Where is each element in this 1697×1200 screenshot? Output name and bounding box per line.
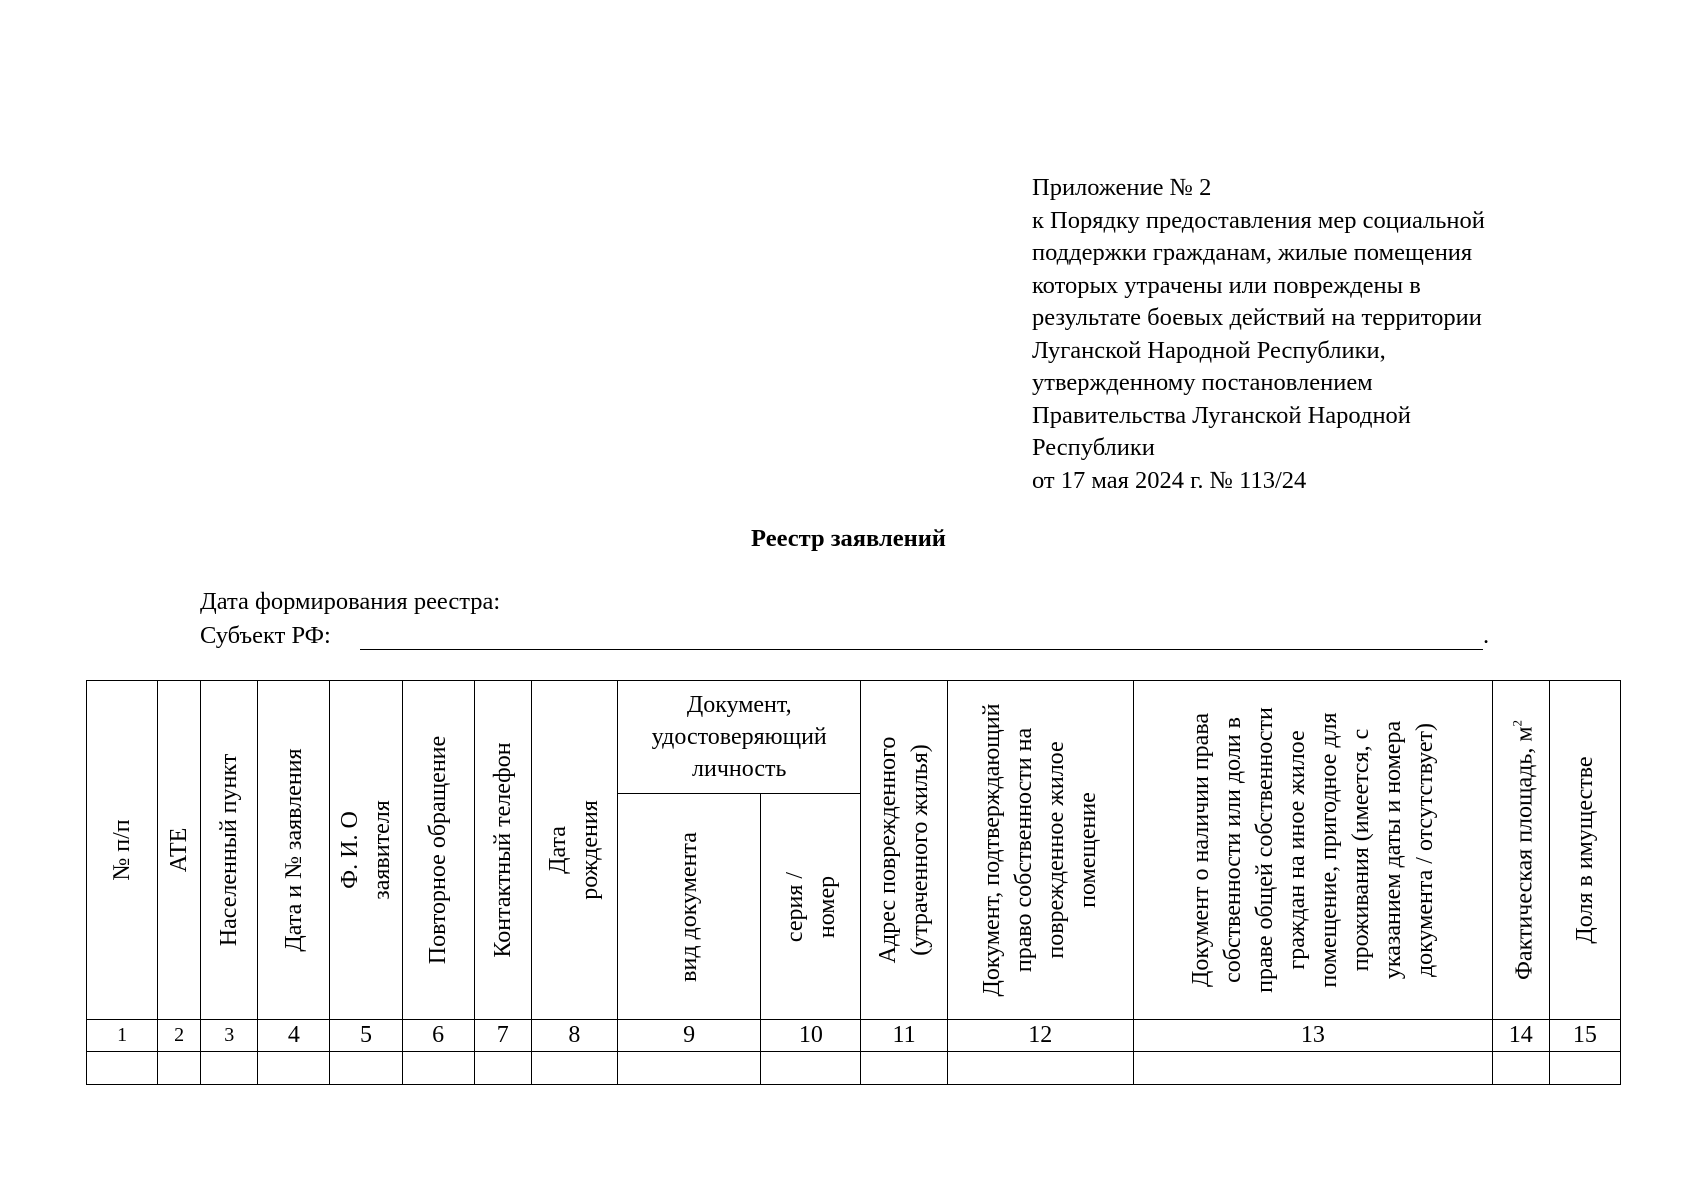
appendix-line: к Порядку предоставления мер социальной [1032, 206, 1485, 234]
area-label: Фактическая площадь, м [1511, 726, 1538, 981]
col-header-document-type: вид документа [618, 794, 761, 1020]
table-cell[interactable] [1133, 1052, 1492, 1085]
appendix-line: утвержденному постановлением [1032, 369, 1373, 396]
column-number: 4 [258, 1020, 330, 1052]
appendix-line: Луганской Народной Республики, [1032, 336, 1386, 364]
col-header-damaged-address: Адрес поврежденного (утраченного жилья) [861, 681, 947, 1020]
subject-line-end: . [1483, 622, 1490, 649]
table-row [87, 1052, 1621, 1085]
table-cell[interactable] [330, 1052, 402, 1085]
col-header-settlement: Населенный пункт [201, 681, 258, 1020]
col-header-ate: АТЕ [158, 681, 201, 1020]
table-cell[interactable] [474, 1052, 531, 1085]
appendix-line: от 17 мая 2024 г. № 113/24 [1032, 466, 1307, 494]
column-number: 15 [1549, 1020, 1620, 1052]
area-unit-exponent: 2 [1509, 719, 1525, 727]
table-cell[interactable] [618, 1052, 761, 1085]
appendix-line: Приложение № 2 [1032, 174, 1212, 201]
col-header-phone: Контактный телефон [474, 681, 531, 1020]
column-number: 6 [402, 1020, 474, 1052]
column-number: 13 [1133, 1020, 1492, 1052]
subject-fill-line[interactable] [360, 649, 1483, 650]
document-title: Реестр заявлений [751, 525, 946, 552]
table-cell[interactable] [201, 1052, 258, 1085]
col-header-series-number: серия / номер [761, 794, 861, 1020]
table-cell[interactable] [947, 1052, 1133, 1085]
col-header-number: № п/п [87, 681, 158, 1020]
column-number: 2 [158, 1020, 201, 1052]
column-number: 14 [1492, 1020, 1549, 1052]
col-header-application: Дата и № заявления [258, 681, 330, 1020]
col-header-actual-area [1492, 681, 1549, 1020]
table-cell[interactable] [761, 1052, 861, 1085]
table-cell[interactable] [87, 1052, 158, 1085]
col-header-repeat-request: Повторное обращение [402, 681, 474, 1020]
appendix-note [1032, 172, 1485, 497]
col-header-birth-date: Дата рождения [531, 681, 617, 1020]
table-cell[interactable] [861, 1052, 947, 1085]
column-number: 5 [330, 1020, 402, 1052]
col-group-identity-document: Документ, удостоверяющий личность [618, 681, 861, 794]
table-cell[interactable] [402, 1052, 474, 1085]
column-number: 12 [947, 1020, 1133, 1052]
table-cell[interactable] [1492, 1052, 1549, 1085]
table-cell[interactable] [258, 1052, 330, 1085]
column-number: 10 [761, 1020, 861, 1052]
col-header-other-property-document: Документ о наличии права собственности или доли в праве общей собственности граждан на иное жилое помещение, пригодное для проживания (имеется, с указанием даты и номера документа / отсутствует) [1133, 681, 1492, 1020]
column-number: 1 [87, 1020, 158, 1052]
appendix-line: результате боевых действий на территории [1032, 304, 1482, 331]
column-number: 11 [861, 1020, 947, 1052]
appendix-line: Республики [1032, 434, 1155, 461]
col-header-share: Доля в имуществе [1549, 681, 1620, 1020]
appendix-line: Правительства Луганской Народной [1032, 401, 1411, 429]
appendix-line: которых утрачены или повреждены в [1032, 271, 1421, 299]
table-header-row [87, 681, 1621, 794]
column-number-row [87, 1020, 1621, 1052]
subject-label: Субъект РФ: [200, 622, 331, 649]
table-cell[interactable] [158, 1052, 201, 1085]
table-cell[interactable] [1549, 1052, 1620, 1085]
column-number: 8 [531, 1020, 617, 1052]
table-cell[interactable] [531, 1052, 617, 1085]
col-header-applicant-name: Ф. И. О заявителя [330, 681, 402, 1020]
registry-table [86, 680, 1621, 1085]
col-header-ownership-document: Документ, подтверждающий право собственности на поврежденное жилое помещение [947, 681, 1133, 1020]
column-number: 7 [474, 1020, 531, 1052]
registry-date-label: Дата формирования реестра: [200, 588, 501, 615]
appendix-line: поддержки гражданам, жилые помещения [1032, 239, 1473, 266]
column-number: 3 [201, 1020, 258, 1052]
column-number: 9 [618, 1020, 761, 1052]
